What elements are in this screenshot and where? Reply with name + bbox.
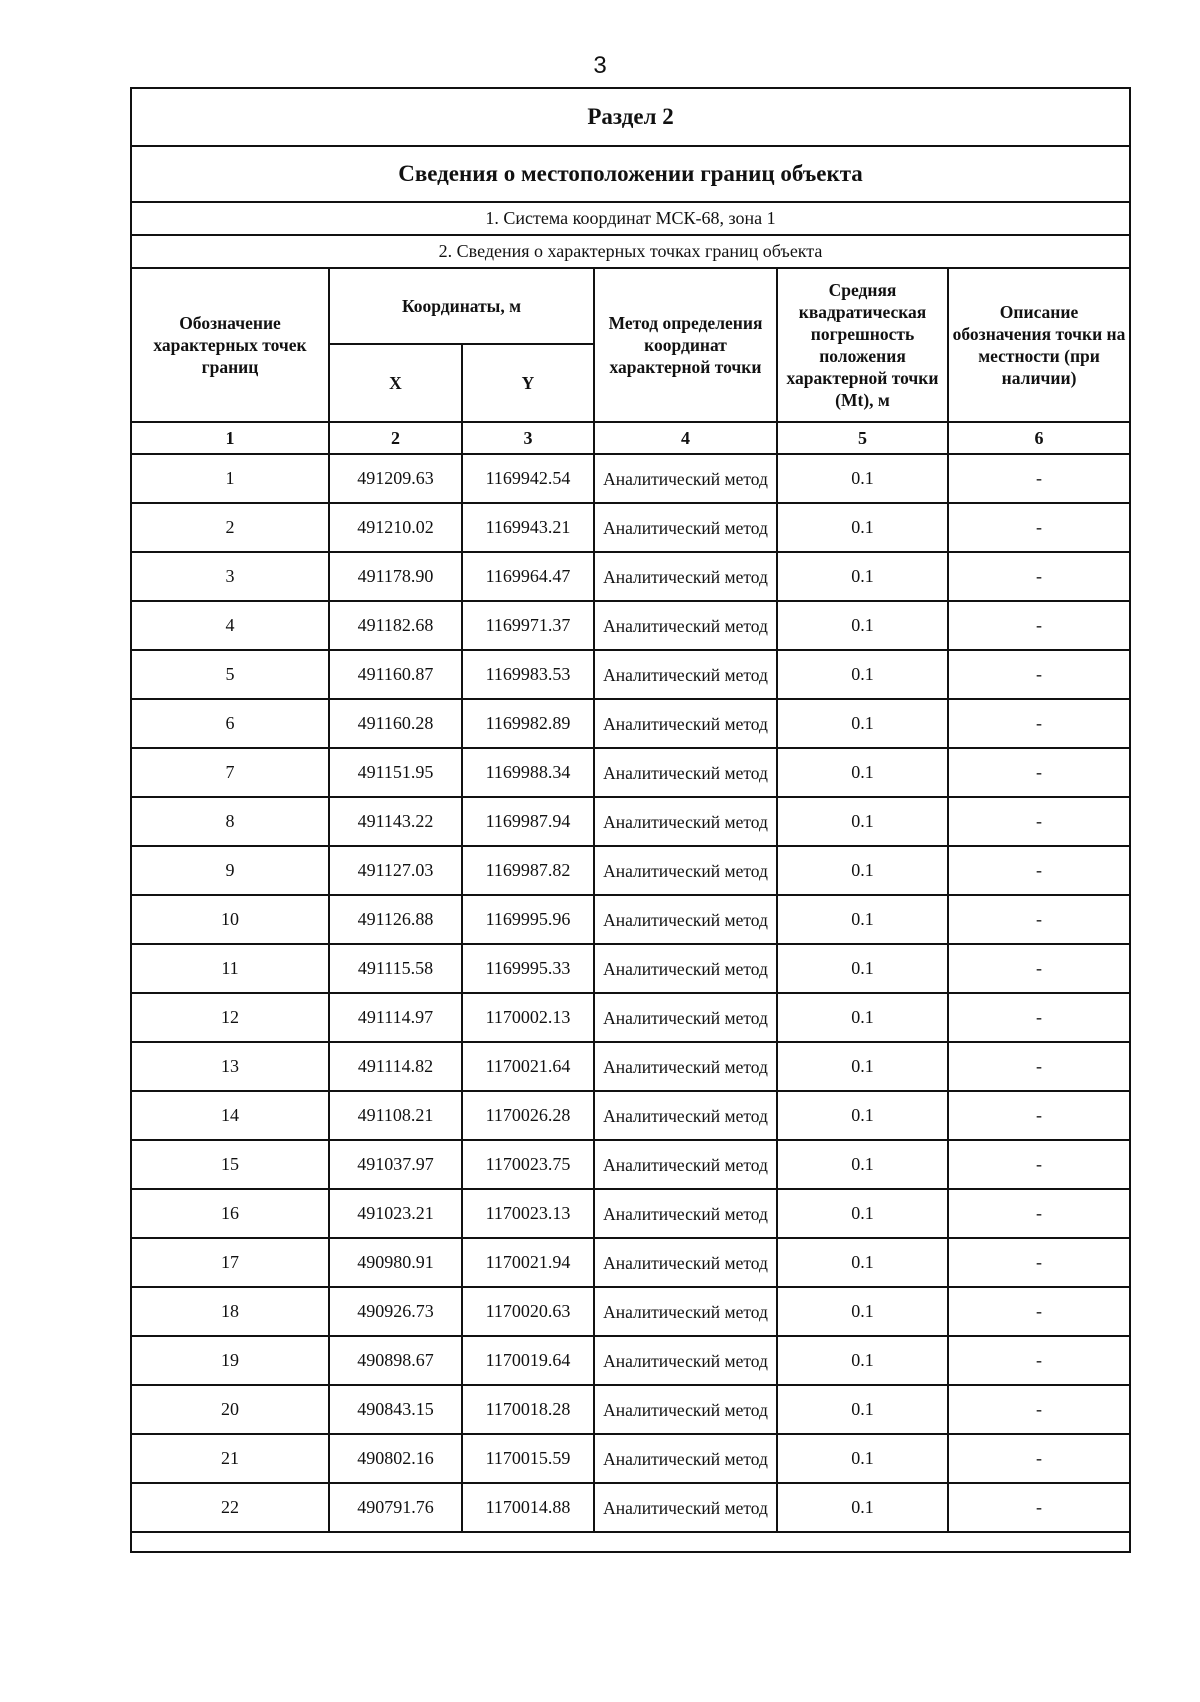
y-coordinate-cell: 1169987.82 <box>462 846 594 895</box>
error-cell: 0.1 <box>777 1483 948 1532</box>
description-cell: - <box>948 1483 1130 1532</box>
point-number-cell: 12 <box>131 993 329 1042</box>
table-row <box>131 993 1130 1042</box>
table-row <box>131 601 1130 650</box>
page-number: 3 <box>593 52 607 79</box>
table-row <box>131 1189 1130 1238</box>
method-cell: Аналитический метод <box>594 601 777 650</box>
method-cell: Аналитический метод <box>594 1140 777 1189</box>
description-cell: - <box>948 1189 1130 1238</box>
method-cell: Аналитический метод <box>594 1091 777 1140</box>
point-number-cell: 2 <box>131 503 329 552</box>
y-coordinate-cell: 1170023.75 <box>462 1140 594 1189</box>
x-coordinate-cell: 491114.82 <box>329 1042 462 1091</box>
x-coordinate-cell: 491023.21 <box>329 1189 462 1238</box>
error-cell: 0.1 <box>777 797 948 846</box>
table-row <box>131 1336 1130 1385</box>
description-cell: - <box>948 1238 1130 1287</box>
point-number-cell: 20 <box>131 1385 329 1434</box>
y-coordinate-cell: 1169971.37 <box>462 601 594 650</box>
table-row <box>131 797 1130 846</box>
error-cell: 0.1 <box>777 552 948 601</box>
table-row <box>131 1238 1130 1287</box>
point-number-cell: 14 <box>131 1091 329 1140</box>
method-cell: Аналитический метод <box>594 944 777 993</box>
table-row <box>131 454 1130 503</box>
x-coordinate-cell: 490843.15 <box>329 1385 462 1434</box>
method-cell: Аналитический метод <box>594 1483 777 1532</box>
x-coordinate-cell: 491143.22 <box>329 797 462 846</box>
y-coordinate-cell: 1169995.33 <box>462 944 594 993</box>
y-coordinate-cell: 1169987.94 <box>462 797 594 846</box>
description-cell: - <box>948 454 1130 503</box>
method-cell: Аналитический метод <box>594 1189 777 1238</box>
point-number-cell: 1 <box>131 454 329 503</box>
table-row <box>131 748 1130 797</box>
description-cell: - <box>948 552 1130 601</box>
table-row <box>131 699 1130 748</box>
header-description: Описание обозначения точки на местности (при наличии) <box>948 268 1130 422</box>
x-coordinate-cell: 491182.68 <box>329 601 462 650</box>
x-coordinate-cell: 491209.63 <box>329 454 462 503</box>
point-number-cell: 6 <box>131 699 329 748</box>
error-cell: 0.1 <box>777 1238 948 1287</box>
table-row <box>131 1287 1130 1336</box>
error-cell: 0.1 <box>777 944 948 993</box>
method-cell: Аналитический метод <box>594 1385 777 1434</box>
y-coordinate-cell: 1170021.94 <box>462 1238 594 1287</box>
description-cell: - <box>948 797 1130 846</box>
y-coordinate-cell: 1170002.13 <box>462 993 594 1042</box>
point-number-cell: 7 <box>131 748 329 797</box>
error-cell: 0.1 <box>777 993 948 1042</box>
description-cell: - <box>948 1091 1130 1140</box>
x-coordinate-cell: 491210.02 <box>329 503 462 552</box>
x-coordinate-cell: 490791.76 <box>329 1483 462 1532</box>
table-row <box>131 1385 1130 1434</box>
column-number: 6 <box>948 422 1130 454</box>
method-cell: Аналитический метод <box>594 993 777 1042</box>
table-row <box>131 503 1130 552</box>
method-cell: Аналитический метод <box>594 748 777 797</box>
description-cell: - <box>948 846 1130 895</box>
x-coordinate-cell: 490980.91 <box>329 1238 462 1287</box>
description-cell: - <box>948 944 1130 993</box>
y-coordinate-cell: 1170023.13 <box>462 1189 594 1238</box>
section-title: Раздел 2 <box>131 88 1130 146</box>
x-coordinate-cell: 490802.16 <box>329 1434 462 1483</box>
y-coordinate-cell: 1169983.53 <box>462 650 594 699</box>
method-cell: Аналитический метод <box>594 650 777 699</box>
table-row <box>131 895 1130 944</box>
description-cell: - <box>948 1434 1130 1483</box>
x-coordinate-cell: 490926.73 <box>329 1287 462 1336</box>
error-cell: 0.1 <box>777 1042 948 1091</box>
method-cell: Аналитический метод <box>594 846 777 895</box>
y-coordinate-cell: 1170021.64 <box>462 1042 594 1091</box>
point-number-cell: 4 <box>131 601 329 650</box>
point-number-cell: 21 <box>131 1434 329 1483</box>
method-cell: Аналитический метод <box>594 895 777 944</box>
table-row <box>131 1140 1130 1189</box>
description-cell: - <box>948 1140 1130 1189</box>
table-row <box>131 944 1130 993</box>
coordinate-system: 1. Система координат МСК-68, зона 1 <box>131 202 1130 235</box>
description-cell: - <box>948 1042 1130 1091</box>
column-number: 2 <box>329 422 462 454</box>
header-y: Y <box>462 344 594 422</box>
method-cell: Аналитический метод <box>594 1287 777 1336</box>
description-cell: - <box>948 748 1130 797</box>
description-cell: - <box>948 993 1130 1042</box>
error-cell: 0.1 <box>777 454 948 503</box>
x-coordinate-cell: 491160.87 <box>329 650 462 699</box>
x-coordinate-cell: 491115.58 <box>329 944 462 993</box>
point-number-cell: 19 <box>131 1336 329 1385</box>
table-row <box>131 1042 1130 1091</box>
column-number: 3 <box>462 422 594 454</box>
method-cell: Аналитический метод <box>594 503 777 552</box>
points-heading: 2. Сведения о характерных точках границ объекта <box>131 235 1130 268</box>
point-number-cell: 16 <box>131 1189 329 1238</box>
method-cell: Аналитический метод <box>594 1042 777 1091</box>
point-number-cell: 9 <box>131 846 329 895</box>
error-cell: 0.1 <box>777 650 948 699</box>
header-coordinates: Координаты, м <box>329 268 594 344</box>
point-number-cell: 11 <box>131 944 329 993</box>
column-number: 4 <box>594 422 777 454</box>
y-coordinate-cell: 1169943.21 <box>462 503 594 552</box>
error-cell: 0.1 <box>777 1385 948 1434</box>
method-cell: Аналитический метод <box>594 797 777 846</box>
error-cell: 0.1 <box>777 601 948 650</box>
point-number-cell: 13 <box>131 1042 329 1091</box>
x-coordinate-cell: 491160.28 <box>329 699 462 748</box>
point-number-cell: 10 <box>131 895 329 944</box>
x-coordinate-cell: 491151.95 <box>329 748 462 797</box>
x-coordinate-cell: 491108.21 <box>329 1091 462 1140</box>
table-row <box>131 846 1130 895</box>
point-number-cell: 22 <box>131 1483 329 1532</box>
y-coordinate-cell: 1169942.54 <box>462 454 594 503</box>
y-coordinate-cell: 1170019.64 <box>462 1336 594 1385</box>
x-coordinate-cell: 490898.67 <box>329 1336 462 1385</box>
error-cell: 0.1 <box>777 1140 948 1189</box>
x-coordinate-cell: 491037.97 <box>329 1140 462 1189</box>
y-coordinate-cell: 1169995.96 <box>462 895 594 944</box>
boundary-points-table <box>130 87 1131 1553</box>
description-cell: - <box>948 1385 1130 1434</box>
table-row <box>131 1434 1130 1483</box>
error-cell: 0.1 <box>777 1434 948 1483</box>
y-coordinate-cell: 1170026.28 <box>462 1091 594 1140</box>
x-coordinate-cell: 491178.90 <box>329 552 462 601</box>
table-footer-cell <box>131 1532 1130 1552</box>
error-cell: 0.1 <box>777 1189 948 1238</box>
y-coordinate-cell: 1170014.88 <box>462 1483 594 1532</box>
method-cell: Аналитический метод <box>594 454 777 503</box>
description-cell: - <box>948 1336 1130 1385</box>
description-cell: - <box>948 699 1130 748</box>
description-cell: - <box>948 650 1130 699</box>
error-cell: 0.1 <box>777 503 948 552</box>
point-number-cell: 5 <box>131 650 329 699</box>
description-cell: - <box>948 1287 1130 1336</box>
x-coordinate-cell: 491114.97 <box>329 993 462 1042</box>
method-cell: Аналитический метод <box>594 1238 777 1287</box>
y-coordinate-cell: 1169988.34 <box>462 748 594 797</box>
error-cell: 0.1 <box>777 1336 948 1385</box>
point-number-cell: 17 <box>131 1238 329 1287</box>
table-row <box>131 1091 1130 1140</box>
method-cell: Аналитический метод <box>594 552 777 601</box>
header-designation: Обозначение характерных точек границ <box>131 268 329 422</box>
description-cell: - <box>948 503 1130 552</box>
method-cell: Аналитический метод <box>594 699 777 748</box>
section-subtitle: Сведения о местоположении границ объекта <box>131 146 1130 202</box>
y-coordinate-cell: 1170015.59 <box>462 1434 594 1483</box>
description-cell: - <box>948 895 1130 944</box>
table-row <box>131 552 1130 601</box>
table-row <box>131 650 1130 699</box>
header-method: Метод определения координат характерной точки <box>594 268 777 422</box>
column-number: 5 <box>777 422 948 454</box>
table-row <box>131 1483 1130 1532</box>
point-number-cell: 8 <box>131 797 329 846</box>
error-cell: 0.1 <box>777 748 948 797</box>
table-footer-row <box>131 1532 1130 1552</box>
method-cell: Аналитический метод <box>594 1336 777 1385</box>
y-coordinate-cell: 1170020.63 <box>462 1287 594 1336</box>
point-number-cell: 18 <box>131 1287 329 1336</box>
description-cell: - <box>948 601 1130 650</box>
error-cell: 0.1 <box>777 1287 948 1336</box>
error-cell: 0.1 <box>777 699 948 748</box>
x-coordinate-cell: 491126.88 <box>329 895 462 944</box>
y-coordinate-cell: 1169982.89 <box>462 699 594 748</box>
point-number-cell: 3 <box>131 552 329 601</box>
error-cell: 0.1 <box>777 895 948 944</box>
header-error: Средняя квадратическая погрешность положения характерной точки (Mt), м <box>777 268 948 422</box>
error-cell: 0.1 <box>777 846 948 895</box>
method-cell: Аналитический метод <box>594 1434 777 1483</box>
error-cell: 0.1 <box>777 1091 948 1140</box>
header-x: X <box>329 344 462 422</box>
point-number-cell: 15 <box>131 1140 329 1189</box>
column-number: 1 <box>131 422 329 454</box>
y-coordinate-cell: 1169964.47 <box>462 552 594 601</box>
y-coordinate-cell: 1170018.28 <box>462 1385 594 1434</box>
x-coordinate-cell: 491127.03 <box>329 846 462 895</box>
